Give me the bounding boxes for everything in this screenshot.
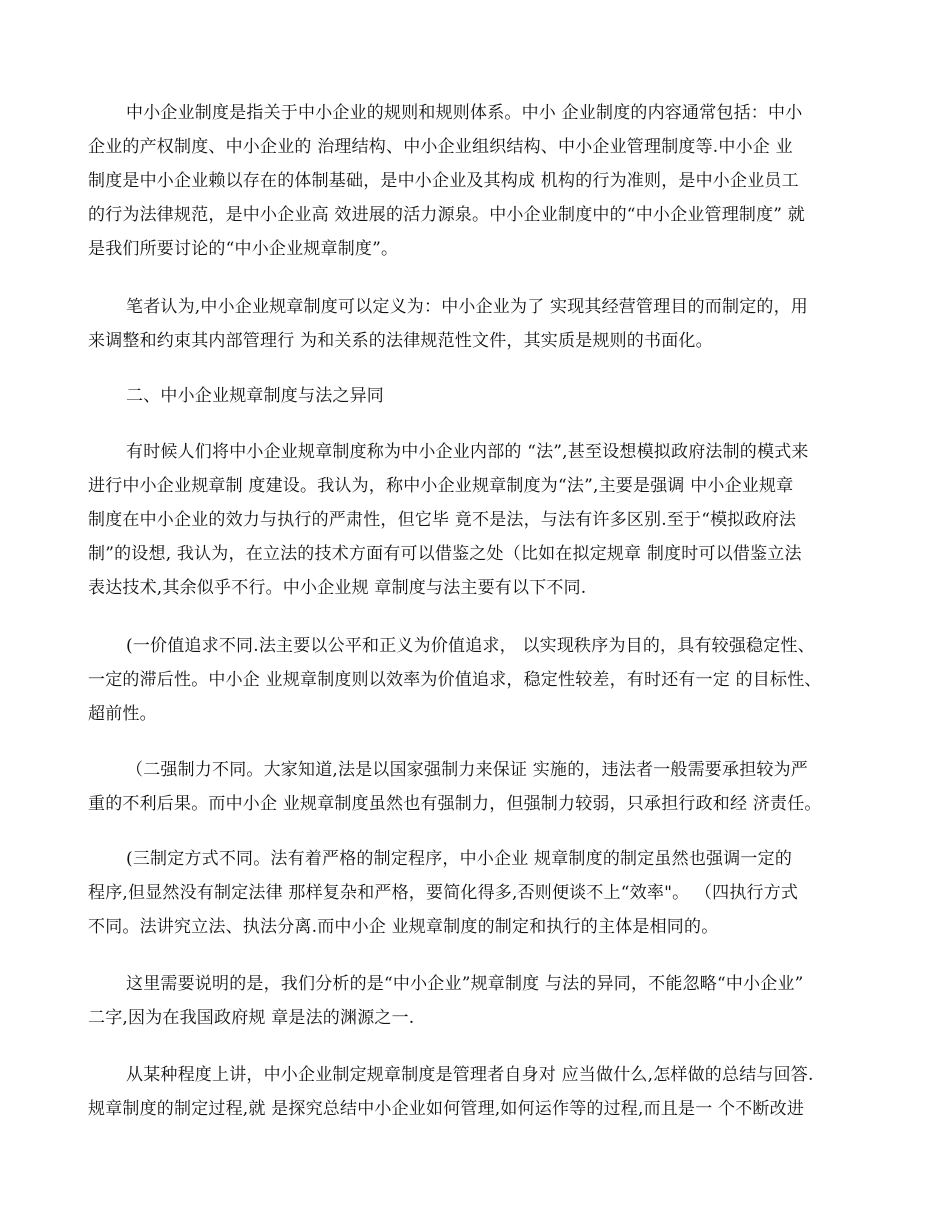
text-line: （二强制力不同。大家知道,法是以国家强制力来保证 实施的，违法者一般需要承担较为严	[126, 760, 809, 780]
text-line: 不同。法讲究立法、执法分离.而中小企 业规章制度的制定和执行的主体是相同的。	[88, 917, 719, 937]
text-line: 二字,因为在我国政府规 章是法的渊源之一.	[88, 1008, 415, 1028]
text-line: 制度在中小企业的效力与执行的严肃性，但它毕 竟不是法，与法有许多区别.至于“模拟政府法	[88, 510, 797, 530]
text-line: 重的不利后果。而中小企 业规章制度虽然也有强制力，但强制力较弱，只承担行政和经 济责任。	[88, 794, 822, 814]
heading-text: 二、中小企业规章制度与法之异同	[126, 386, 384, 406]
text-line: (一价值追求不同.法主要以公平和正义为价值追求， 以实现秩序为目的，具有较强稳定性、	[126, 636, 815, 656]
text-line: 笔者认为,中小企业规章制度可以定义为：中小企业为了 实现其经营管理目的而制定的，用	[126, 297, 809, 317]
text-line: 制”的设想, 我认为，在立法的技术方面有可以借鉴之处（比如在拟定规章 制度时可以借鉴立法	[88, 544, 802, 564]
text-line: 制度是中小企业赖以存在的体制基础，是中小企业及其构成 机构的行为准则，是中小企业员工	[88, 171, 799, 191]
text-line: 进行中小企业规章制 度建设。我认为，称中小企业规章制度为“法”,主要是强调 中小企业规章	[88, 476, 794, 496]
text-line: 一定的滞后性。中小企 业规章制度则以效率为价值追求，稳定性较差，有时还有一定 的目标性、	[88, 670, 822, 690]
text-line: 企业的产权制度、中小企业的 治理结构、中小企业组织结构、中小企业管理制度等.中小企 业	[88, 137, 793, 157]
text-line: 的行为法律规范，是中小企业高 效进展的活力源泉。中小企业制度中的“中小企业管理制度” 就	[88, 205, 805, 225]
text-line: (三制定方式不同。法有着严格的制定程序，中小企业 规章制度的制定虽然也强调一定的	[126, 849, 793, 869]
text-line: 有时候人们将中小企业规章制度称为中小企业内部的 “法”,甚至设想模拟政府法制的模式来	[126, 442, 809, 462]
text-line: 规章制度的制定过程,就 是探究总结中小企业如何管理,如何运作等的过程,而且是一 个不断改进	[88, 1099, 805, 1119]
text-line: 是我们所要讨论的“中小企业规章制度”。	[88, 239, 399, 259]
text-line: 表达技术,其余似乎不行。中小企业规 章制度与法主要有以下不同.	[88, 578, 587, 598]
text-line: 从某种程度上讲，中小企业制定规章制度是管理者自身对 应当做什么,怎样做的总结与回答.	[126, 1065, 814, 1085]
text-line: 中小企业制度是指关于中小企业的规则和规则体系。中小 企业制度的内容通常包括：中小	[126, 103, 803, 123]
text-line: 程序,但显然没有制定法律 那样复杂和严格，要简化得多,否则便谈不上“效率"。 （四执行方式	[88, 883, 799, 903]
text-line: 超前性。	[88, 704, 157, 724]
text-line: 来调整和约束其内部管理行 为和关系的法律规范性文件，其实质是规则的书面化。	[88, 331, 713, 351]
text-line: 这里需要说明的是，我们分析的是“中小企业”规章制度 与法的异同，不能忽略“中小企业”	[126, 974, 804, 994]
